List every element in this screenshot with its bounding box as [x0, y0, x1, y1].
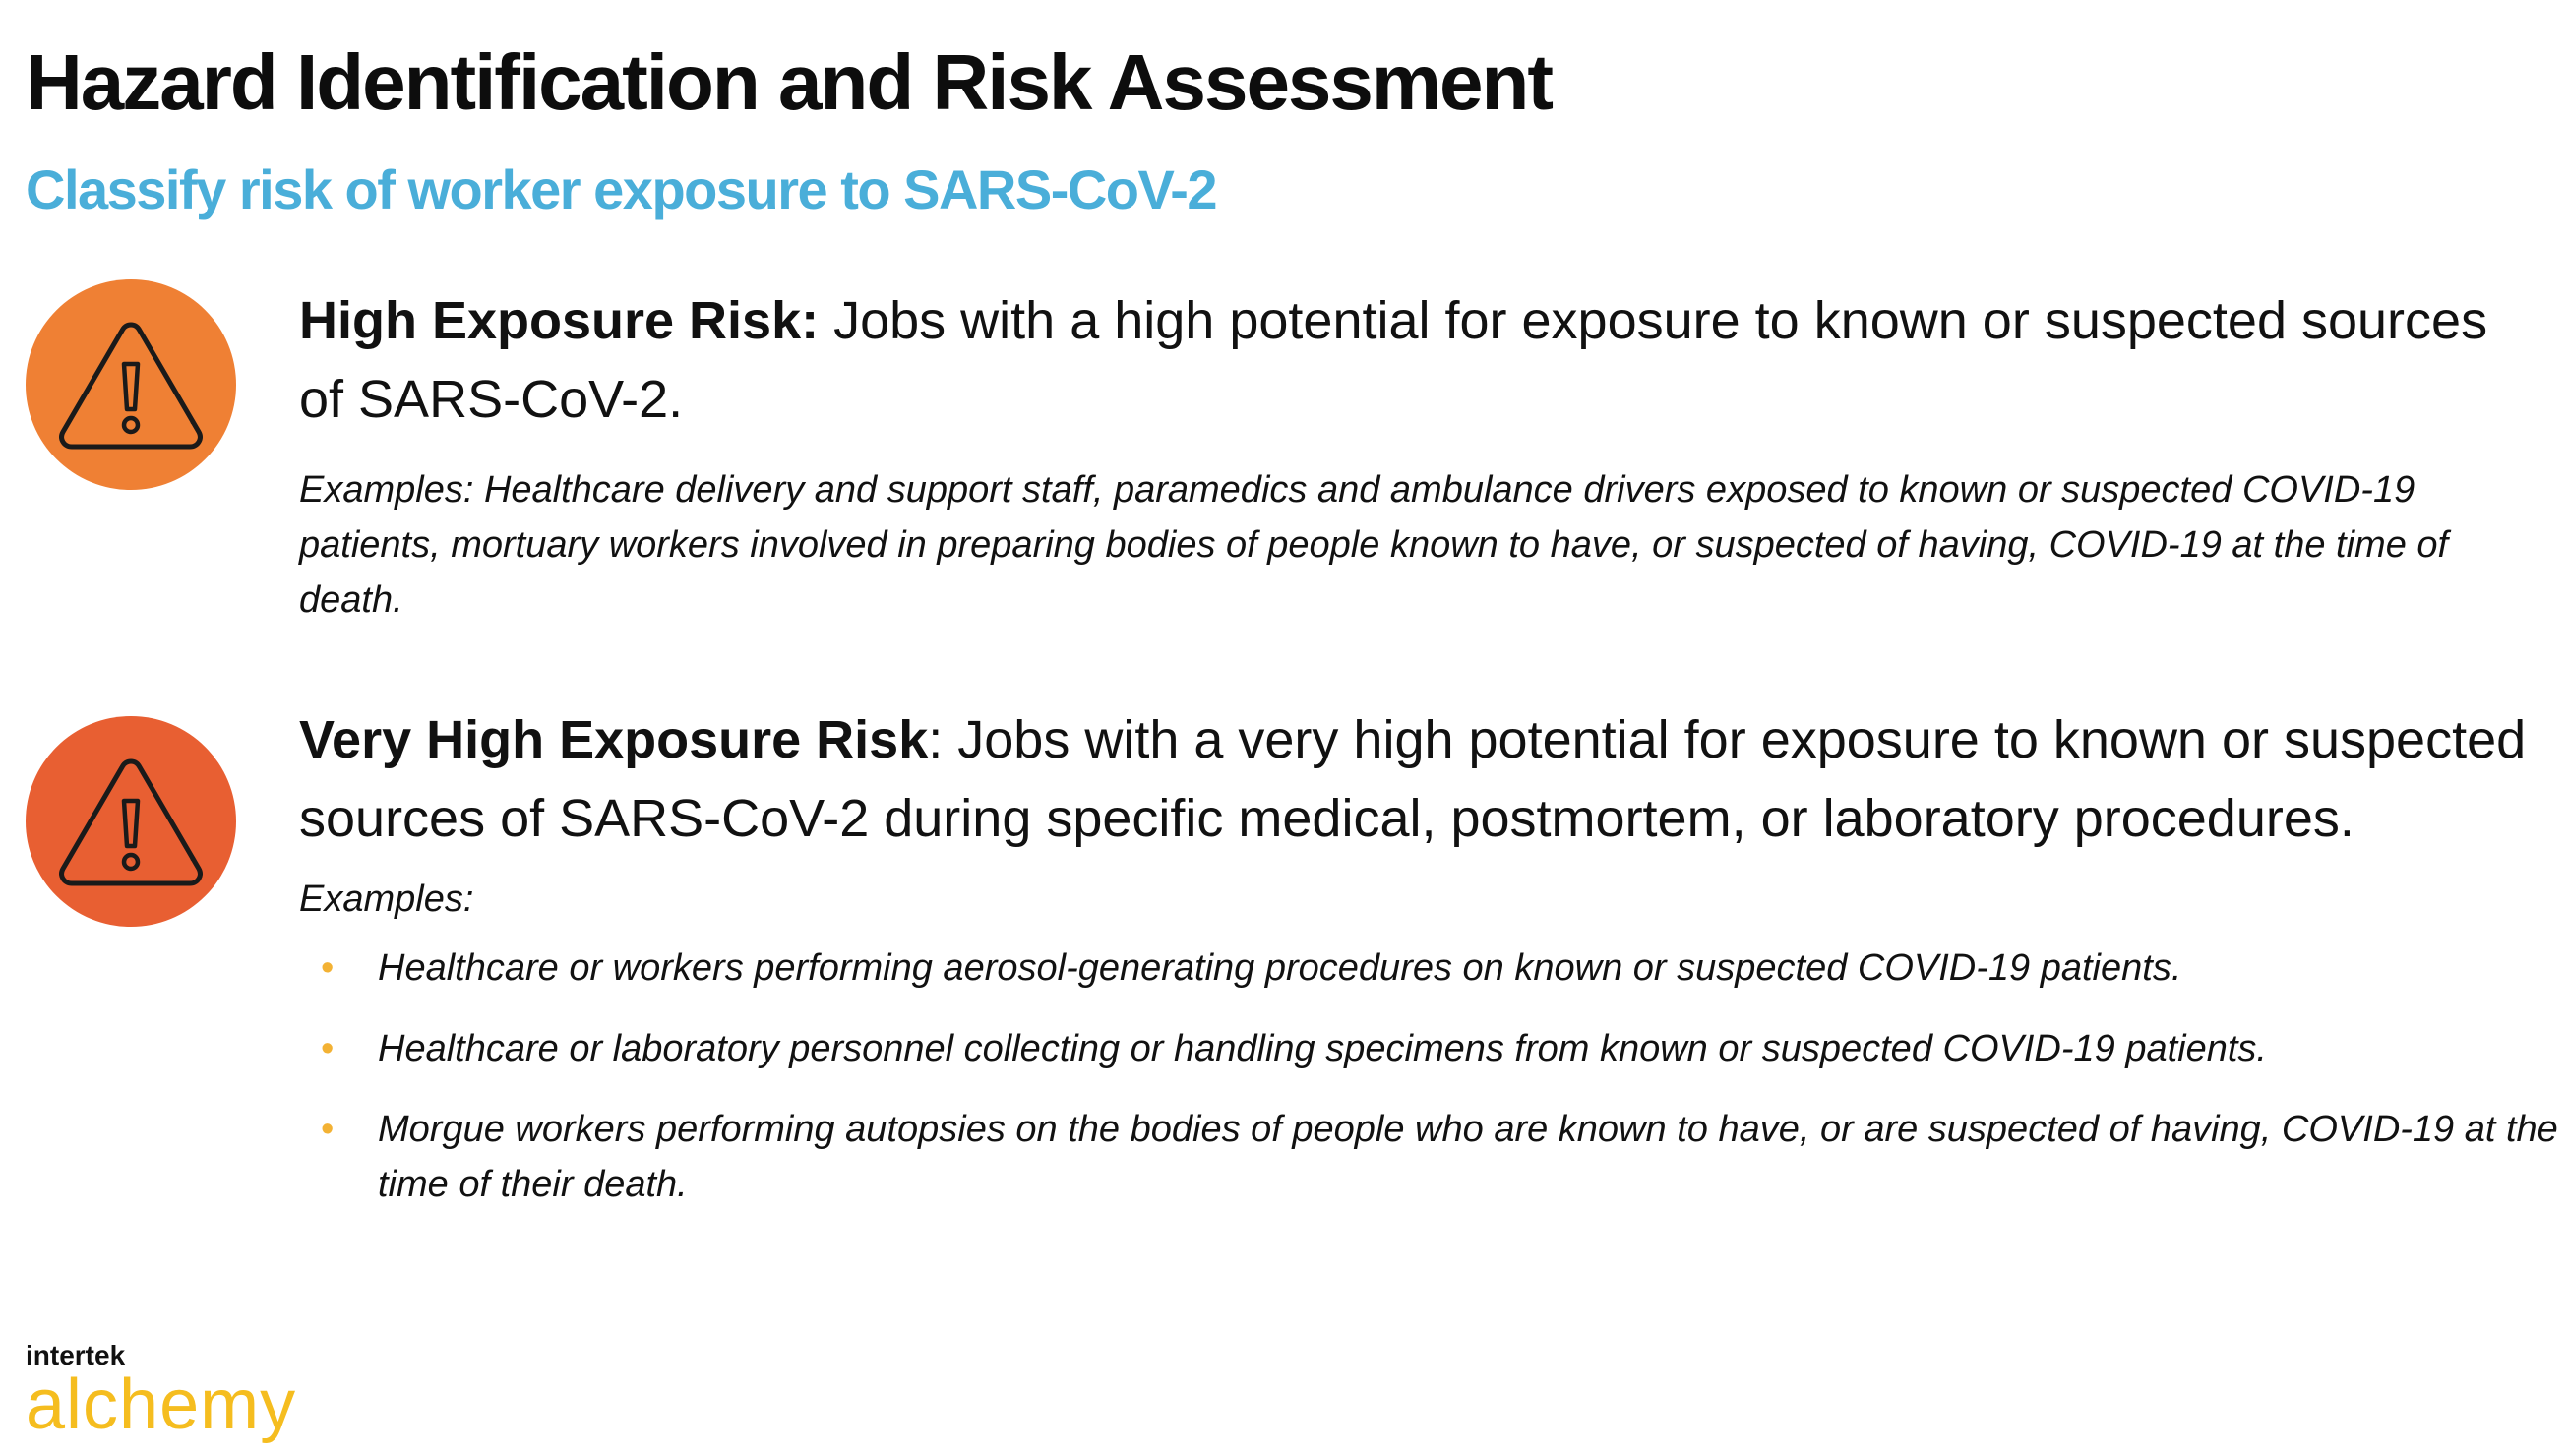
page-title: Hazard Identification and Risk Assessment	[26, 38, 1553, 126]
very-high-risk-label: Very High Exposure Risk	[299, 710, 929, 769]
very-high-exposure-risk-section	[299, 700, 2558, 1238]
high-risk-heading	[299, 281, 2542, 439]
very-high-risk-warning-icon	[26, 716, 236, 927]
high-risk-description: Jobs with a high potential for exposure to known or suspected sources of SARS-CoV-2.	[299, 291, 2488, 429]
bullet-icon: •	[321, 947, 335, 989]
list-item	[299, 1021, 2568, 1076]
example-text: Healthcare or laboratory personnel collecting or handling specimens from known or suspected COVID-19 patients.	[378, 1028, 2267, 1069]
logo-alchemy-text: alchemy	[26, 1365, 297, 1444]
bullet-icon: •	[321, 1109, 335, 1150]
very-high-risk-examples-list	[299, 940, 2558, 1212]
example-text: Morgue workers performing autopsies on the bodies of people who are known to have, or are suspected of having, COVID-19 at the time of their death.	[378, 1109, 2558, 1205]
intertek-alchemy-logo	[26, 1340, 311, 1448]
high-exposure-risk-section	[299, 281, 2542, 628]
list-item	[299, 940, 2568, 996]
list-item	[299, 1102, 2568, 1212]
page-subtitle: Classify risk of worker exposure to SARS-CoV-2	[26, 158, 1217, 220]
very-high-risk-description: : Jobs with a very high potential for exposure to known or suspected sources of SARS-CoV-2 during specific medical, postmortem, or laboratory procedures.	[299, 710, 2527, 848]
very-high-risk-heading	[299, 700, 2542, 858]
example-text: Healthcare or workers performing aerosol-generating procedures on known or suspected COVID-19 patients.	[378, 947, 2182, 989]
high-risk-warning-icon	[26, 279, 236, 490]
logo-intertek-text: intertek	[26, 1340, 126, 1370]
high-risk-label: High Exposure Risk:	[299, 291, 820, 350]
very-high-risk-examples-label: Examples:	[299, 879, 474, 920]
bullet-icon: •	[321, 1028, 335, 1069]
high-risk-examples: Examples: Healthcare delivery and support staff, paramedics and ambulance drivers exposed to known or suspected COVID-19 patients, mortuary workers involved in preparing bodies of people known to have, or suspected of having, COVID-19 at the time of death.	[299, 469, 2449, 621]
